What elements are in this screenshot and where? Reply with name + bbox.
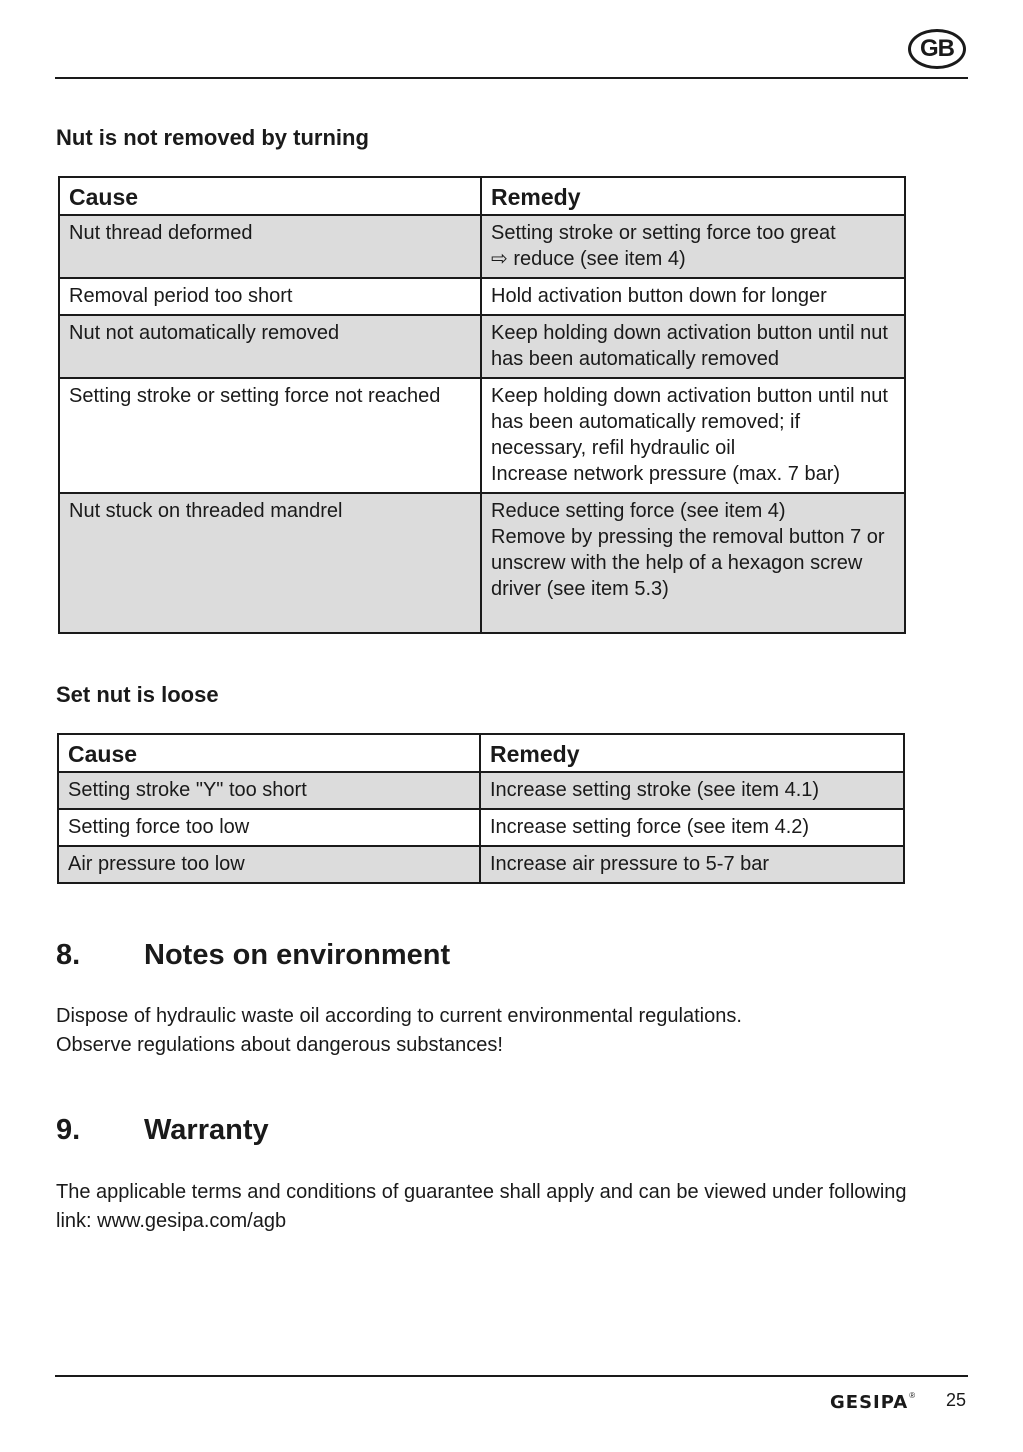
remedy-line: ⇨ reduce (see item 4): [491, 248, 686, 270]
cause-cell: Removal period too short: [59, 278, 481, 315]
troubleshooting-table-nut-not-removed: [58, 176, 906, 634]
table-row: [59, 278, 905, 315]
table-row: [58, 772, 904, 809]
cause-cell: Nut stuck on threaded mandrel: [59, 493, 481, 633]
brand-name: GESIPA: [830, 1392, 909, 1413]
remedy-cell: Increase setting force (see item 4.2): [480, 809, 904, 846]
chapter-title: Warranty: [144, 1114, 269, 1146]
table-header-row: [58, 734, 904, 772]
footer-rule: [55, 1375, 968, 1377]
table-row: [58, 809, 904, 846]
cause-cell: Setting stroke "Y" too short: [58, 772, 480, 809]
table-row: [58, 846, 904, 883]
chapter-heading-warranty: [56, 1114, 269, 1147]
remedy-line: Hold activation button down for longer: [491, 285, 827, 307]
column-header-cause: Cause: [59, 177, 481, 215]
registered-mark: ®: [909, 1391, 916, 1400]
header-rule: [55, 77, 968, 79]
remedy-line: Keep holding down activation button until nut has been automatically removed; if necessary, refil hydraulic oil: [491, 385, 888, 459]
cause-cell: Setting stroke or setting force not reached: [59, 378, 481, 493]
remedy-line: Setting stroke or setting force too great: [491, 222, 836, 244]
gesipa-logo: [830, 1392, 915, 1414]
remedy-cell: [481, 315, 905, 378]
remedy-cell: [481, 378, 905, 493]
remedy-cell: [481, 215, 905, 278]
language-badge: GB: [908, 29, 966, 69]
table-row: [59, 493, 905, 633]
remedy-line: Remove by pressing the removal button 7 or unscrew with the help of a hexagon screw driver (see item 5.3): [491, 526, 885, 600]
page-number: 25: [946, 1390, 967, 1410]
remedy-line: Reduce setting force (see item 4): [491, 500, 786, 522]
table-row: [59, 378, 905, 493]
body-line: Dispose of hydraulic waste oil according to current environmental regulations.: [56, 1005, 742, 1027]
column-header-cause: Cause: [58, 734, 480, 772]
remedy-line: Keep holding down activation button until nut has been automatically removed: [491, 322, 888, 370]
table-row: [59, 315, 905, 378]
table-row: [59, 215, 905, 278]
table-header-row: [59, 177, 905, 215]
cause-cell: Air pressure too low: [58, 846, 480, 883]
remedy-cell: [481, 493, 905, 633]
remedy-line: Increase network pressure (max. 7 bar): [491, 463, 841, 485]
remedy-cell: [481, 278, 905, 315]
cause-cell: Setting force too low: [58, 809, 480, 846]
chapter-number: 9.: [56, 1114, 81, 1146]
column-header-remedy: Remedy: [480, 734, 904, 772]
section-title-nut-not-removed: Nut is not removed by turning: [56, 125, 369, 150]
column-header-remedy: Remedy: [481, 177, 905, 215]
cause-cell: Nut thread deformed: [59, 215, 481, 278]
remedy-cell: Increase setting stroke (see item 4.1): [480, 772, 904, 809]
section-title-set-nut-loose: Set nut is loose: [56, 682, 219, 707]
body-line: link: www.gesipa.com/agb: [56, 1210, 287, 1232]
chapter-number: 8.: [56, 939, 81, 971]
chapter-body-environment: [56, 1002, 956, 1060]
chapter-title: Notes on environment: [144, 939, 451, 971]
cause-cell: Nut not automatically removed: [59, 315, 481, 378]
chapter-body-warranty: [56, 1178, 976, 1236]
troubleshooting-table-set-nut-loose: [57, 733, 905, 884]
chapter-heading-environment: [56, 939, 450, 972]
body-line: The applicable terms and conditions of guarantee shall apply and can be viewed under following: [56, 1181, 907, 1203]
body-line: Observe regulations about dangerous substances!: [56, 1034, 503, 1056]
remedy-cell: Increase air pressure to 5-7 bar: [480, 846, 904, 883]
